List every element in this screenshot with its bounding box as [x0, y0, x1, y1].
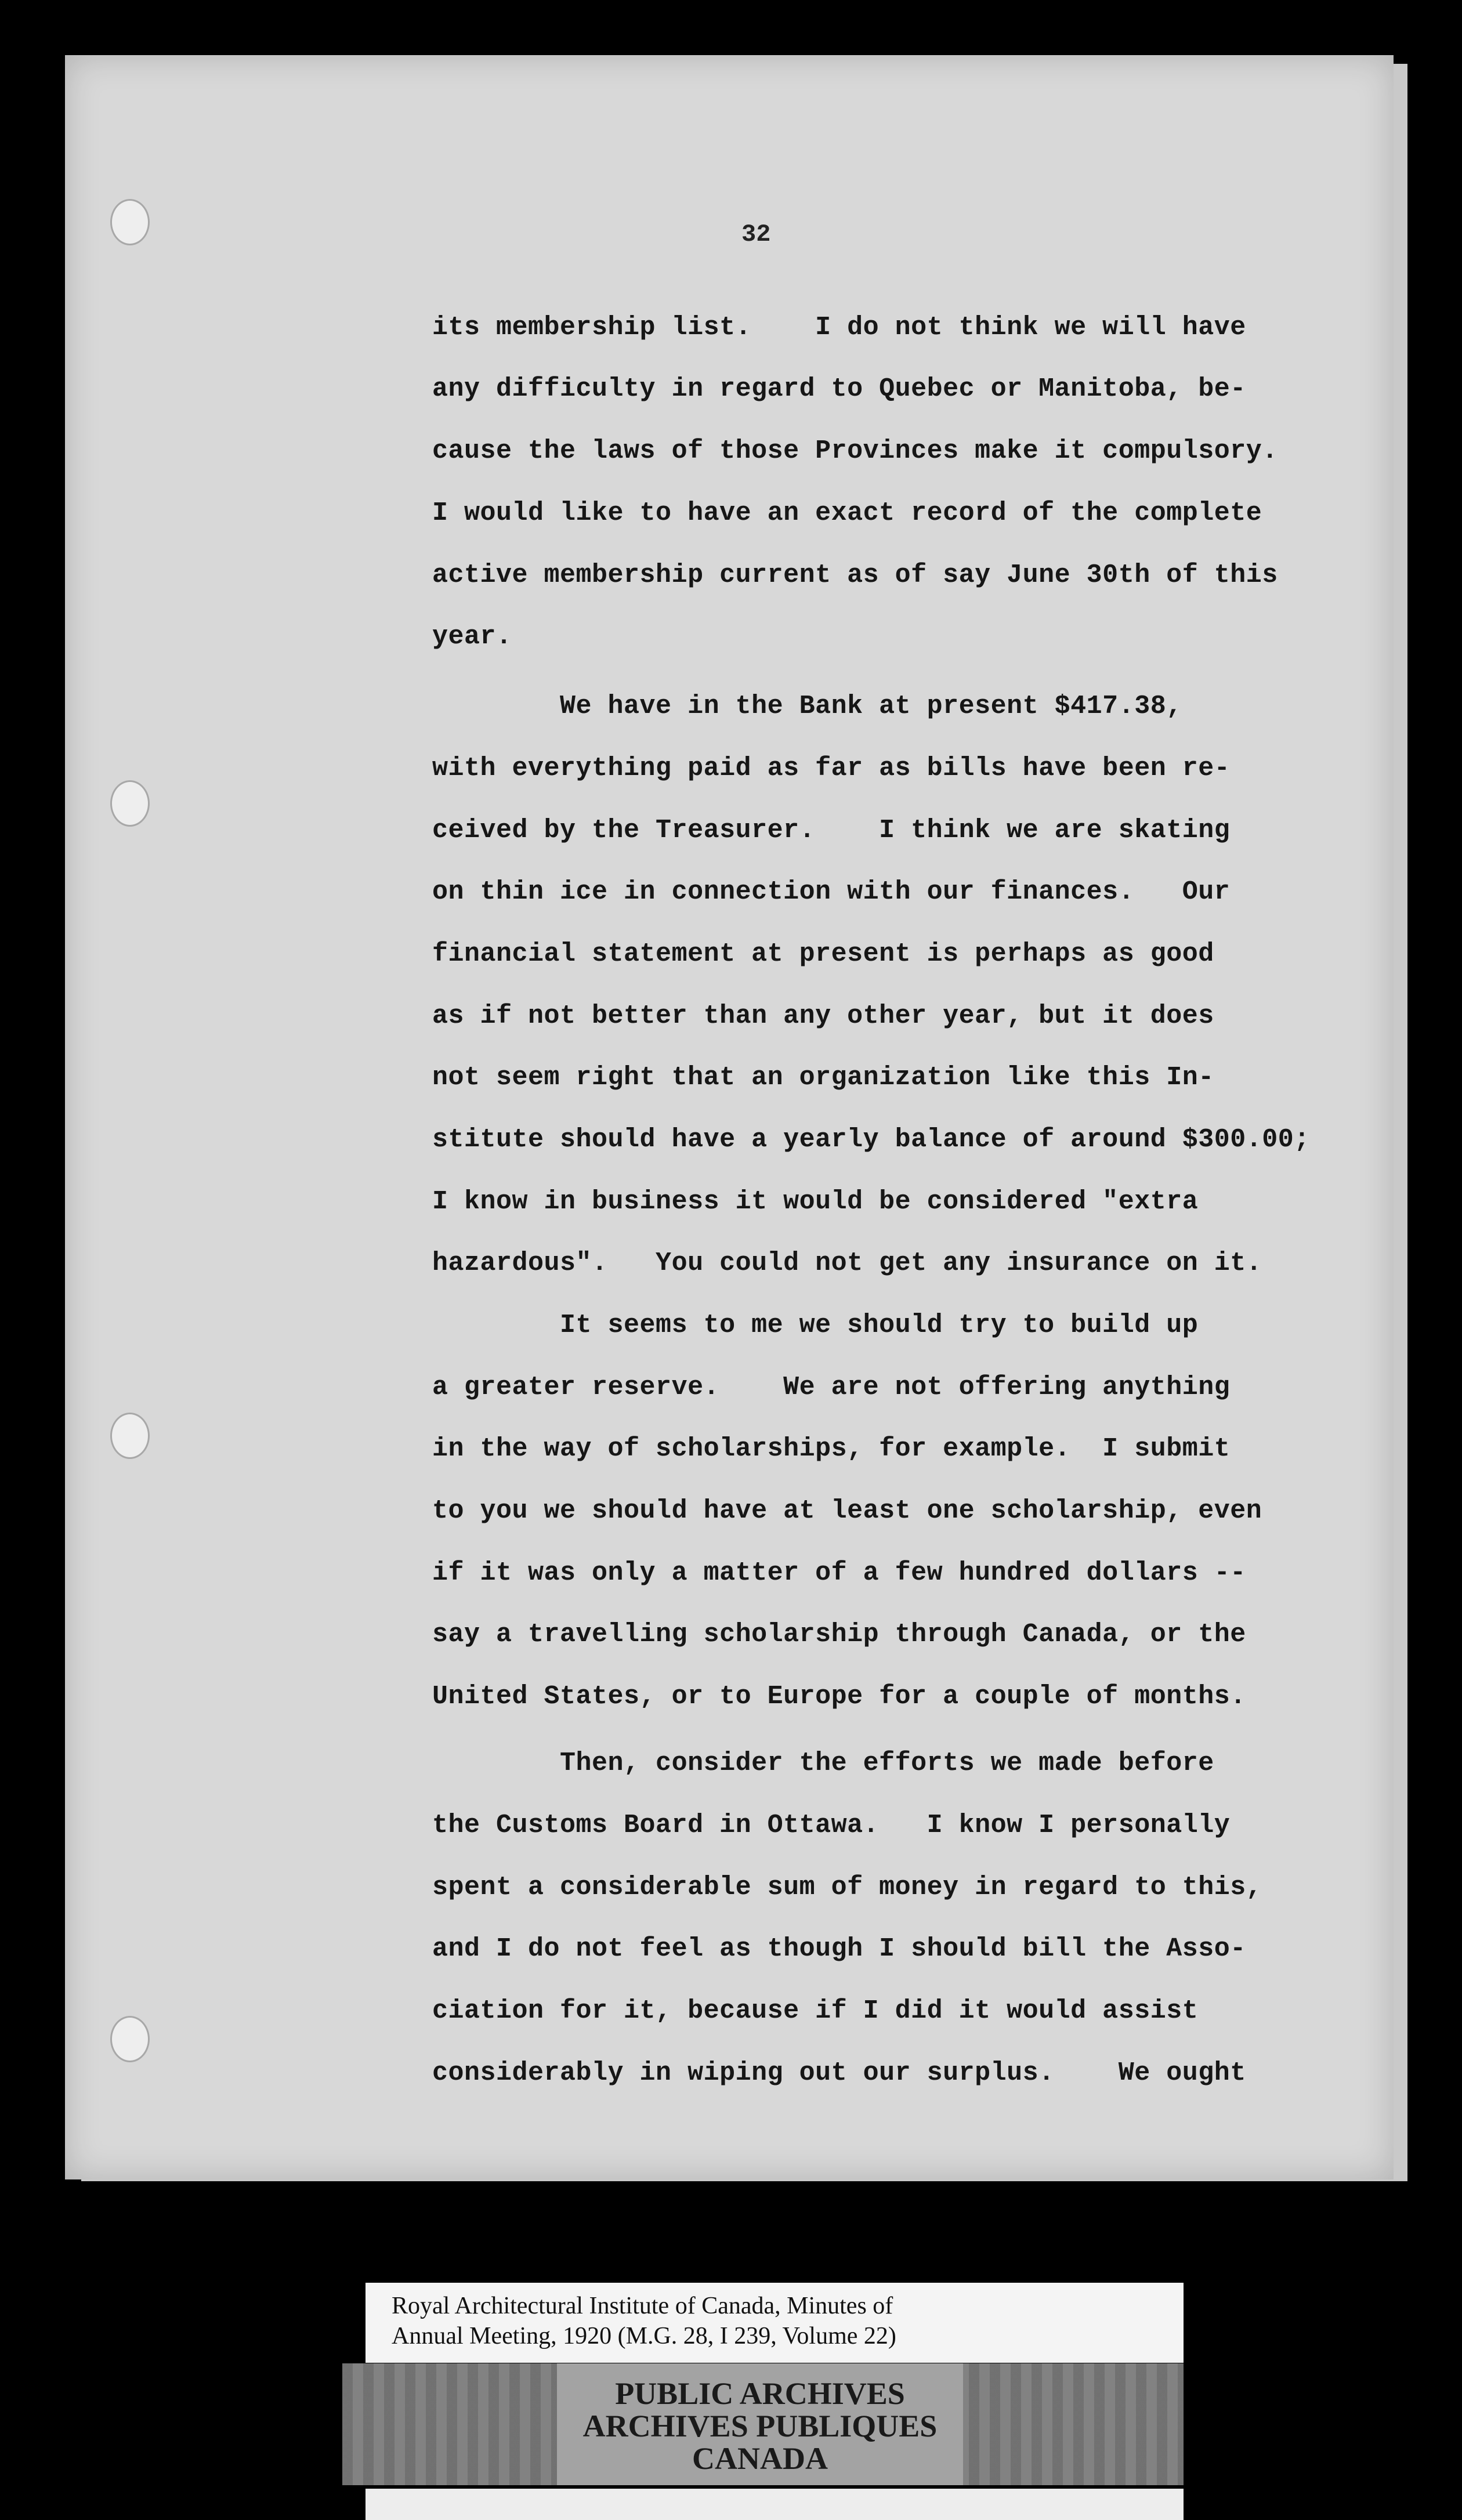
- archive-citation-label: [366, 2283, 1184, 2363]
- text-line: I know in business it would be considered "extra: [432, 1187, 1199, 1216]
- text-line: ceived by the Treasurer. I think we are skating: [432, 816, 1231, 845]
- text-line: year.: [432, 622, 512, 651]
- binder-hole-top: [110, 199, 150, 245]
- text-line: if it was only a matter of a few hundred dollars --: [432, 1558, 1246, 1588]
- text-line: I would like to have an exact record of the complete: [432, 498, 1262, 528]
- stamp-line-3: CANADA: [692, 2441, 828, 2476]
- stamp-line-1: PUBLIC ARCHIVES: [615, 2376, 905, 2411]
- text-line: stitute should have a yearly balance of around $300.00;: [432, 1125, 1310, 1154]
- text-line: on thin ice in connection with our finances. Our: [432, 877, 1231, 907]
- text-line: the Customs Board in Ottawa. I know I personally: [432, 1811, 1231, 1840]
- stamp-line-2: ARCHIVES PUBLIQUES: [582, 2409, 938, 2443]
- text-line: considerably in wiping out our surplus. We ought: [432, 2058, 1246, 2088]
- text-line: in the way of scholarships, for example. I submit: [432, 1434, 1231, 1464]
- text-line: a greater reserve. We are not offering anything: [432, 1373, 1231, 1402]
- text-line: as if not better than any other year, but it does: [432, 1001, 1214, 1031]
- text-line: hazardous". You could not get any insurance on it.: [432, 1248, 1262, 1278]
- text-line: any difficulty in regard to Quebec or Manitoba, be-: [432, 374, 1246, 404]
- text-line: with everything paid as far as bills have been re-: [432, 754, 1231, 783]
- text-line: and I do not feel as though I should bill the Asso-: [432, 1934, 1246, 1964]
- archives-stamp: [342, 2363, 1184, 2485]
- text-line: It seems to me we should try to build up: [432, 1310, 1199, 1340]
- binder-hole-bottom: [110, 2016, 150, 2062]
- binder-hole-lower-middle: [110, 1413, 150, 1459]
- text-line: United States, or to Europe for a couple of months.: [432, 1682, 1246, 1711]
- citation-line-2: Annual Meeting, 1920 (M.G. 28, I 239, Volume 22): [392, 2323, 896, 2349]
- text-line: We have in the Bank at present $417.38,: [432, 691, 1182, 721]
- page-number: 32: [741, 220, 771, 248]
- text-line: say a travelling scholarship through Canada, or the: [432, 1620, 1246, 1649]
- text-line: its membership list. I do not think we will have: [432, 313, 1246, 342]
- text-line: Then, consider the efforts we made before: [432, 1748, 1214, 1778]
- text-line: active membership current as of say June 30th of this: [432, 560, 1278, 590]
- text-line: to you we should have at least one scholarship, even: [432, 1496, 1262, 1526]
- text-line: financial statement at present is perhaps as good: [432, 939, 1214, 969]
- stamp-panel: [557, 2363, 963, 2485]
- text-line: spent a considerable sum of money in regard to this,: [432, 1873, 1262, 1902]
- citation-line-1: Royal Architectural Institute of Canada, Minutes of: [392, 2293, 893, 2319]
- bottom-label-strip: [366, 2489, 1184, 2520]
- binder-hole-upper-middle: [110, 780, 150, 827]
- text-line: cause the laws of those Provinces make it compulsory.: [432, 436, 1278, 466]
- text-line: ciation for it, because if I did it would assist: [432, 1996, 1199, 2026]
- text-line: not seem right that an organization like this In-: [432, 1063, 1214, 1092]
